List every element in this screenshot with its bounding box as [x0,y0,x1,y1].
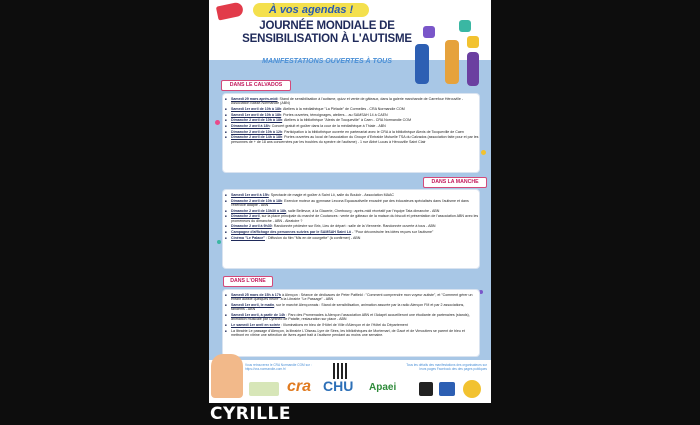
event-item [231,193,479,197]
event-item [231,118,479,122]
event-description: : Parc des Promenades à Alençon l'association ABN et l'Adapéi accueilleront une étudiante de partenaires (stands), animation musicale par Cynthéo de Patafie, restauration sur place - ABN [231,312,470,322]
event-description: : Ateliers à la médiathèque "La Pléiade" de Cormelles - CRA Normandie COM [281,106,405,111]
event-item [231,135,479,144]
orne-events [223,290,479,356]
confetti-dot [479,290,483,294]
event-item [231,323,479,327]
caption-text: CYRILLE [210,404,291,424]
event-description: La librairie Le passage d'Alençon, la librairie L'Oiseau-Lyre de Sées, les bibliothèques de Mortemart, de Gacé et de Vimoutiers se parent de bleu et mettront en vitrine une sélection de livres ayant trait à l'autisme pendant au moins une semaine. [231,328,465,337]
event-date: Dimanche 2 avril de 14h à 18h [231,135,283,140]
puzzle-icon [459,20,471,32]
event-item [231,124,479,128]
event-item [231,329,479,338]
person-illustration [445,40,459,84]
footer-left-text: Vous retrouverez le CRA Normandie COM sur : https://cra-normandie-com.fr/ [245,363,312,371]
region-tag-calvados: DANS LE CALVADOS [221,80,291,91]
event-description: : Stand de sensibilisation à l'autisme, quizz et vente de gâteaux, dans la galerie marchande de Carrefour Hérouville - Association Basse-Normandie (ABN) [231,97,464,106]
event-item [231,214,479,223]
event-date: Dimanche 2 avril [231,214,260,219]
event-date: Samedi 1er avril, à partir de 14h [231,312,286,317]
event-description: , sur la place principale du marché de Coutances : vente de gâteaux de la maison du biscuit et présentation de l'association ABN avec les promeneurs du dimanche - ABN - Aleatoire ? [231,214,479,223]
footer-right-text: Tous les détails des manifestations des organisateurs sur leurs pages Facebook des des pages publiques [406,363,487,371]
agenda-pill: À vos agendas ! [253,3,369,17]
event-item [231,313,479,322]
person-illustration [415,44,429,84]
apaei-logo: Apaei [369,382,397,393]
hands-illustration [211,354,243,398]
event-description: - "Pour déconstruire les idées reçues sur l'autisme" [351,230,434,235]
event-item [231,236,479,240]
event-item [231,107,479,111]
event-item [231,97,479,106]
event-item [231,293,479,302]
event-date: Dimanche 2 avril de 10h à 18h [231,118,283,123]
chu-logo: CHU [323,378,354,394]
event-description: : Diffusion du film "Mis en de courgette" (à confirmer) - ABN [264,235,361,240]
cra-logo: cra [287,378,312,395]
region-tag-manche: DANS LA MANCHE [423,177,487,188]
poster-subtitle: MANIFESTATIONS OUVERTES À TOUS [262,58,392,65]
event-item [231,224,479,228]
poster-title: JOURNÉE MONDIALE DE SENSIBILISATION À L'AUTISME [242,20,412,45]
event-item [231,130,479,134]
poster-footer [209,360,491,403]
event-item [231,209,479,213]
event-description: : Illuminations en bleu de l'Hôtel de Ville d'Alençon et de l'Hôtel du Département [280,322,408,327]
event-list [223,290,479,337]
event-item [231,199,479,208]
event-description: à Alençon : Séance de dédicaces de Peter Patfield : "Comment comprendre mon voyeur autiste", et "Comment gérer un enfant autiste quelques heure" à la Librairie "Le Passage" - ABN [231,293,473,302]
event-description: : Portes ouvertes, témoignages, ateliers... au SAMSAH 14 à CAEN [281,112,388,117]
event-date: Dimanche 2 avril de 10h à 12h [231,129,283,134]
event-description: : Participation à la bibliothèque ouverte en partenariat avec le CRA à la bibliothèque Alexis de Tocqueville de Caen [282,129,464,134]
event-date: Samedi 29 mars après-midi [231,97,278,101]
region-tag-orne: DANS L'ORNE [223,276,273,287]
event-description: : Exercice moteur au gymnase Lecona Equacautiveile encadré par des éducateurs spécialisés dans l'autisme et dans l'exercice adapté - ABN [231,198,469,207]
partner-logo [249,382,279,396]
event-date: Samedi 1er avril à 15h [231,193,269,197]
event-date: Dimanche 2 avril de 13h30 à 18h [231,208,287,213]
event-description: : Ateliers à la bibliothèque "Alexis de Tocqueville" à Caen - CRA Normandie COM [282,118,412,123]
puzzle-icon [423,26,435,38]
event-date: Dimanche 2 avril à 18h [231,124,270,129]
event-poster [209,0,491,403]
event-date: Samedi 25 mars de 15h à 17h [231,293,281,297]
event-description: : Randonnée pédestre sur Brix, Lieu de départ : salle de la Viennerie. Randonnée ouverte à tous - ABN [271,224,436,229]
event-item [231,113,479,117]
event-date: Samedi 1er avril de 10h à 18h [231,106,282,111]
sun-logo [463,380,481,398]
event-description: : Spectacle de magie et goûter à Saint Lô, salle du Bouloir - Association MAAC [268,193,395,197]
puzzle-icon [467,36,479,48]
event-date: Dimanche 2 avril de 10h à 18h [231,198,283,203]
samsah-logo [419,382,433,396]
manche-events [223,190,479,268]
event-list [223,190,479,240]
abn-logo [439,382,455,396]
person-illustration [467,52,479,86]
event-description: : Portes ouvertes au local de l'association du Groupe d'Entraide Mutuelle TSA du Calvados (association faite pour et par les personnes de + de 18 ans concernées par les troubles du spectre de l'autisme) - 1 rue Abbé Lucas à Hérouville Saint Clair [231,135,479,144]
event-item [231,230,479,234]
event-date: Dimanche 2 avril à 9h30 [231,224,272,229]
event-date: Campagne d'affichage des personnes suivies par le SAMSAH Saint Lô [231,230,352,235]
event-date: Samedi 1er avril de 10h à 18h [231,112,282,117]
event-description: : Concert gratuit et goûter dans la cour de la médiathèque à Thiaie - ABN [269,124,386,129]
qr-code-icon [333,363,349,379]
confetti-dot [217,240,221,244]
event-item [231,303,479,312]
event-date: Cinéma "Le Palace" [231,235,265,240]
confetti-dot [481,150,486,155]
event-list [223,94,479,144]
event-date: Samedi 1er avril, le matin [231,302,275,307]
calvados-events [223,94,479,172]
event-date: Le samedi 1er avril en soirée [231,322,281,327]
event-description: , sur le marché Alençonnais : Stand de sensibilisation, animation assurée par la radio Alençon FM et par 2 associations, tandems - ABN [231,302,465,312]
confetti-dot [215,120,220,125]
event-description: , salle Bellevue, à la Glacerie, Cherbourg : après-midi récréatif par l'équipe Tata dimanche - ABN [286,208,440,213]
